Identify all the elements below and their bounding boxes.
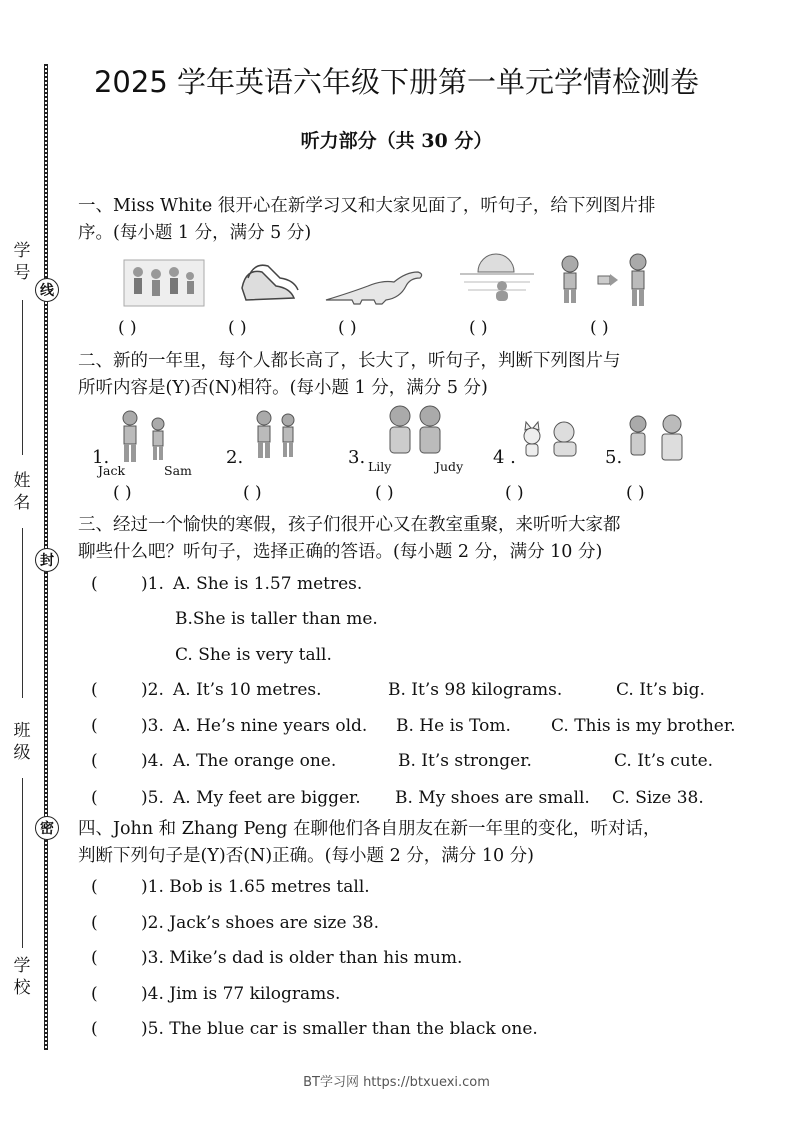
option-c: C. It’s big.	[616, 680, 705, 700]
margin-label-school: 学校	[13, 956, 31, 998]
question-number: )3.	[141, 716, 164, 736]
seal-xian: 线	[35, 278, 59, 302]
option-b: B. My shoes are small.	[395, 788, 590, 808]
jack-and-sam-icon	[114, 408, 174, 464]
margin-blank-line	[22, 528, 23, 698]
option-a: A. He’s nine years old.	[173, 716, 368, 736]
option-c: C. This is my brother.	[551, 716, 736, 736]
option-b: B. It’s stronger.	[398, 751, 532, 771]
name-label-lily: Lily	[368, 459, 392, 474]
section4-instruction-line2: 判断下列句子是(Y)否(N)正确。(每小题 2 分，满分 10 分)	[78, 846, 534, 866]
answer-paren[interactable]: (	[91, 680, 98, 700]
section4-instruction-line1: 四、John 和 Zhang Peng 在聊他们各自朋友在新一年里的变化，听对话，	[78, 819, 661, 839]
answer-paren[interactable]: (	[91, 751, 98, 771]
answer-paren[interactable]: (	[91, 716, 98, 736]
name-label-jack: Jack	[98, 463, 126, 478]
option-b: B. It’s 98 kilograms.	[388, 680, 563, 700]
section3-instruction-line2: 聊些什么吧？听句子，选择正确的答语。(每小题 2 分，满分 10 分)	[78, 542, 603, 562]
answer-paren[interactable]: (	[91, 1019, 98, 1039]
statement-item: )1. Bob is 1.65 metres tall.	[141, 877, 370, 897]
answer-blank[interactable]: ( )	[469, 318, 488, 338]
sunrise-beach-icon	[458, 250, 536, 308]
section1-instruction-line2: 序。(每小题 1 分，满分 5 分)	[78, 223, 312, 243]
answer-blank[interactable]: ( )	[590, 318, 609, 338]
answer-paren[interactable]: (	[91, 948, 98, 968]
girl-and-grandpa-icon	[624, 412, 690, 464]
option-a: A. She is 1.57 metres.	[173, 574, 363, 594]
lily-and-judy-icon	[378, 402, 454, 458]
question-number: )5.	[141, 788, 164, 808]
answer-blank[interactable]: ( )	[338, 318, 357, 338]
picture-number: 5.	[605, 447, 623, 468]
margin-blank-line	[22, 300, 23, 455]
answer-blank[interactable]: ( )	[626, 483, 645, 503]
answer-blank[interactable]: ( )	[243, 483, 262, 503]
answer-blank[interactable]: ( )	[505, 483, 524, 503]
option-a: A. The orange one.	[173, 751, 337, 771]
answer-paren[interactable]: (	[91, 913, 98, 933]
statement-item: )5. The blue car is smaller than the black one.	[141, 1019, 538, 1039]
option-a: A. My feet are bigger.	[173, 788, 361, 808]
picture-number: 4 .	[493, 447, 516, 468]
page-title: 2025 学年英语六年级下册第一单元学情检测卷	[93, 65, 700, 99]
question-number: )4.	[141, 751, 164, 771]
margin-label-student-number: 学号	[13, 241, 31, 283]
picture-number: 1.	[92, 447, 110, 468]
dinosaur-icon	[322, 262, 426, 306]
section2-instruction-line2: 所听内容是(Y)否(N)相符。(每小题 1 分，满分 5 分)	[78, 378, 488, 398]
section2-instruction-line1: 二、新的一年里，每个人都长高了，长大了，听句子，判断下列图片与	[78, 351, 621, 371]
boy-grows-taller-icon	[556, 252, 660, 308]
seal-mi: 密	[35, 816, 59, 840]
two-children-icon	[250, 408, 304, 460]
margin-label-name: 姓名	[13, 471, 31, 513]
answer-paren[interactable]: (	[91, 574, 98, 594]
sneakers-icon	[236, 258, 302, 308]
option-c: C. She is very tall.	[175, 645, 332, 665]
answer-blank[interactable]: ( )	[228, 318, 247, 338]
section1-instruction-line1: 一、Miss White 很开心在新学习又和大家见面了，听句子，给下列图片排	[78, 196, 656, 216]
picture-number: 2.	[226, 447, 244, 468]
option-c: C. It’s cute.	[614, 751, 714, 771]
option-b: B. He is Tom.	[396, 716, 511, 736]
answer-paren[interactable]: (	[91, 788, 98, 808]
answer-paren[interactable]: (	[91, 984, 98, 1004]
statement-item: )2. Jack’s shoes are size 38.	[141, 913, 379, 933]
margin-label-class: 班级	[13, 721, 31, 763]
margin-blank-line	[22, 778, 23, 948]
section3-instruction-line1: 三、经过一个愉快的寒假，孩子们很开心又在教室重聚，来听听大家都	[78, 515, 621, 535]
name-label-sam: Sam	[164, 463, 192, 478]
option-a: A. It’s 10 metres.	[173, 680, 322, 700]
cat-and-dog-icon	[518, 414, 582, 462]
children-walking-icon	[122, 256, 206, 310]
option-c: C. Size 38.	[612, 788, 704, 808]
page-footer: BT学习网 https://btxuexi.com	[303, 1075, 490, 1090]
answer-paren[interactable]: (	[91, 877, 98, 897]
seal-feng: 封	[35, 548, 59, 572]
question-number: )1.	[141, 574, 164, 594]
answer-blank[interactable]: ( )	[113, 483, 132, 503]
option-b: B.She is taller than me.	[175, 609, 378, 629]
page-subtitle: 听力部分（共 30 分）	[300, 130, 493, 152]
answer-blank[interactable]: ( )	[118, 318, 137, 338]
name-label-judy: Judy	[435, 459, 464, 474]
picture-number: 3.	[348, 447, 366, 468]
statement-item: )4. Jim is 77 kilograms.	[141, 984, 341, 1004]
answer-blank[interactable]: ( )	[375, 483, 394, 503]
statement-item: )3. Mike’s dad is older than his mum.	[141, 948, 463, 968]
question-number: )2.	[141, 680, 164, 700]
